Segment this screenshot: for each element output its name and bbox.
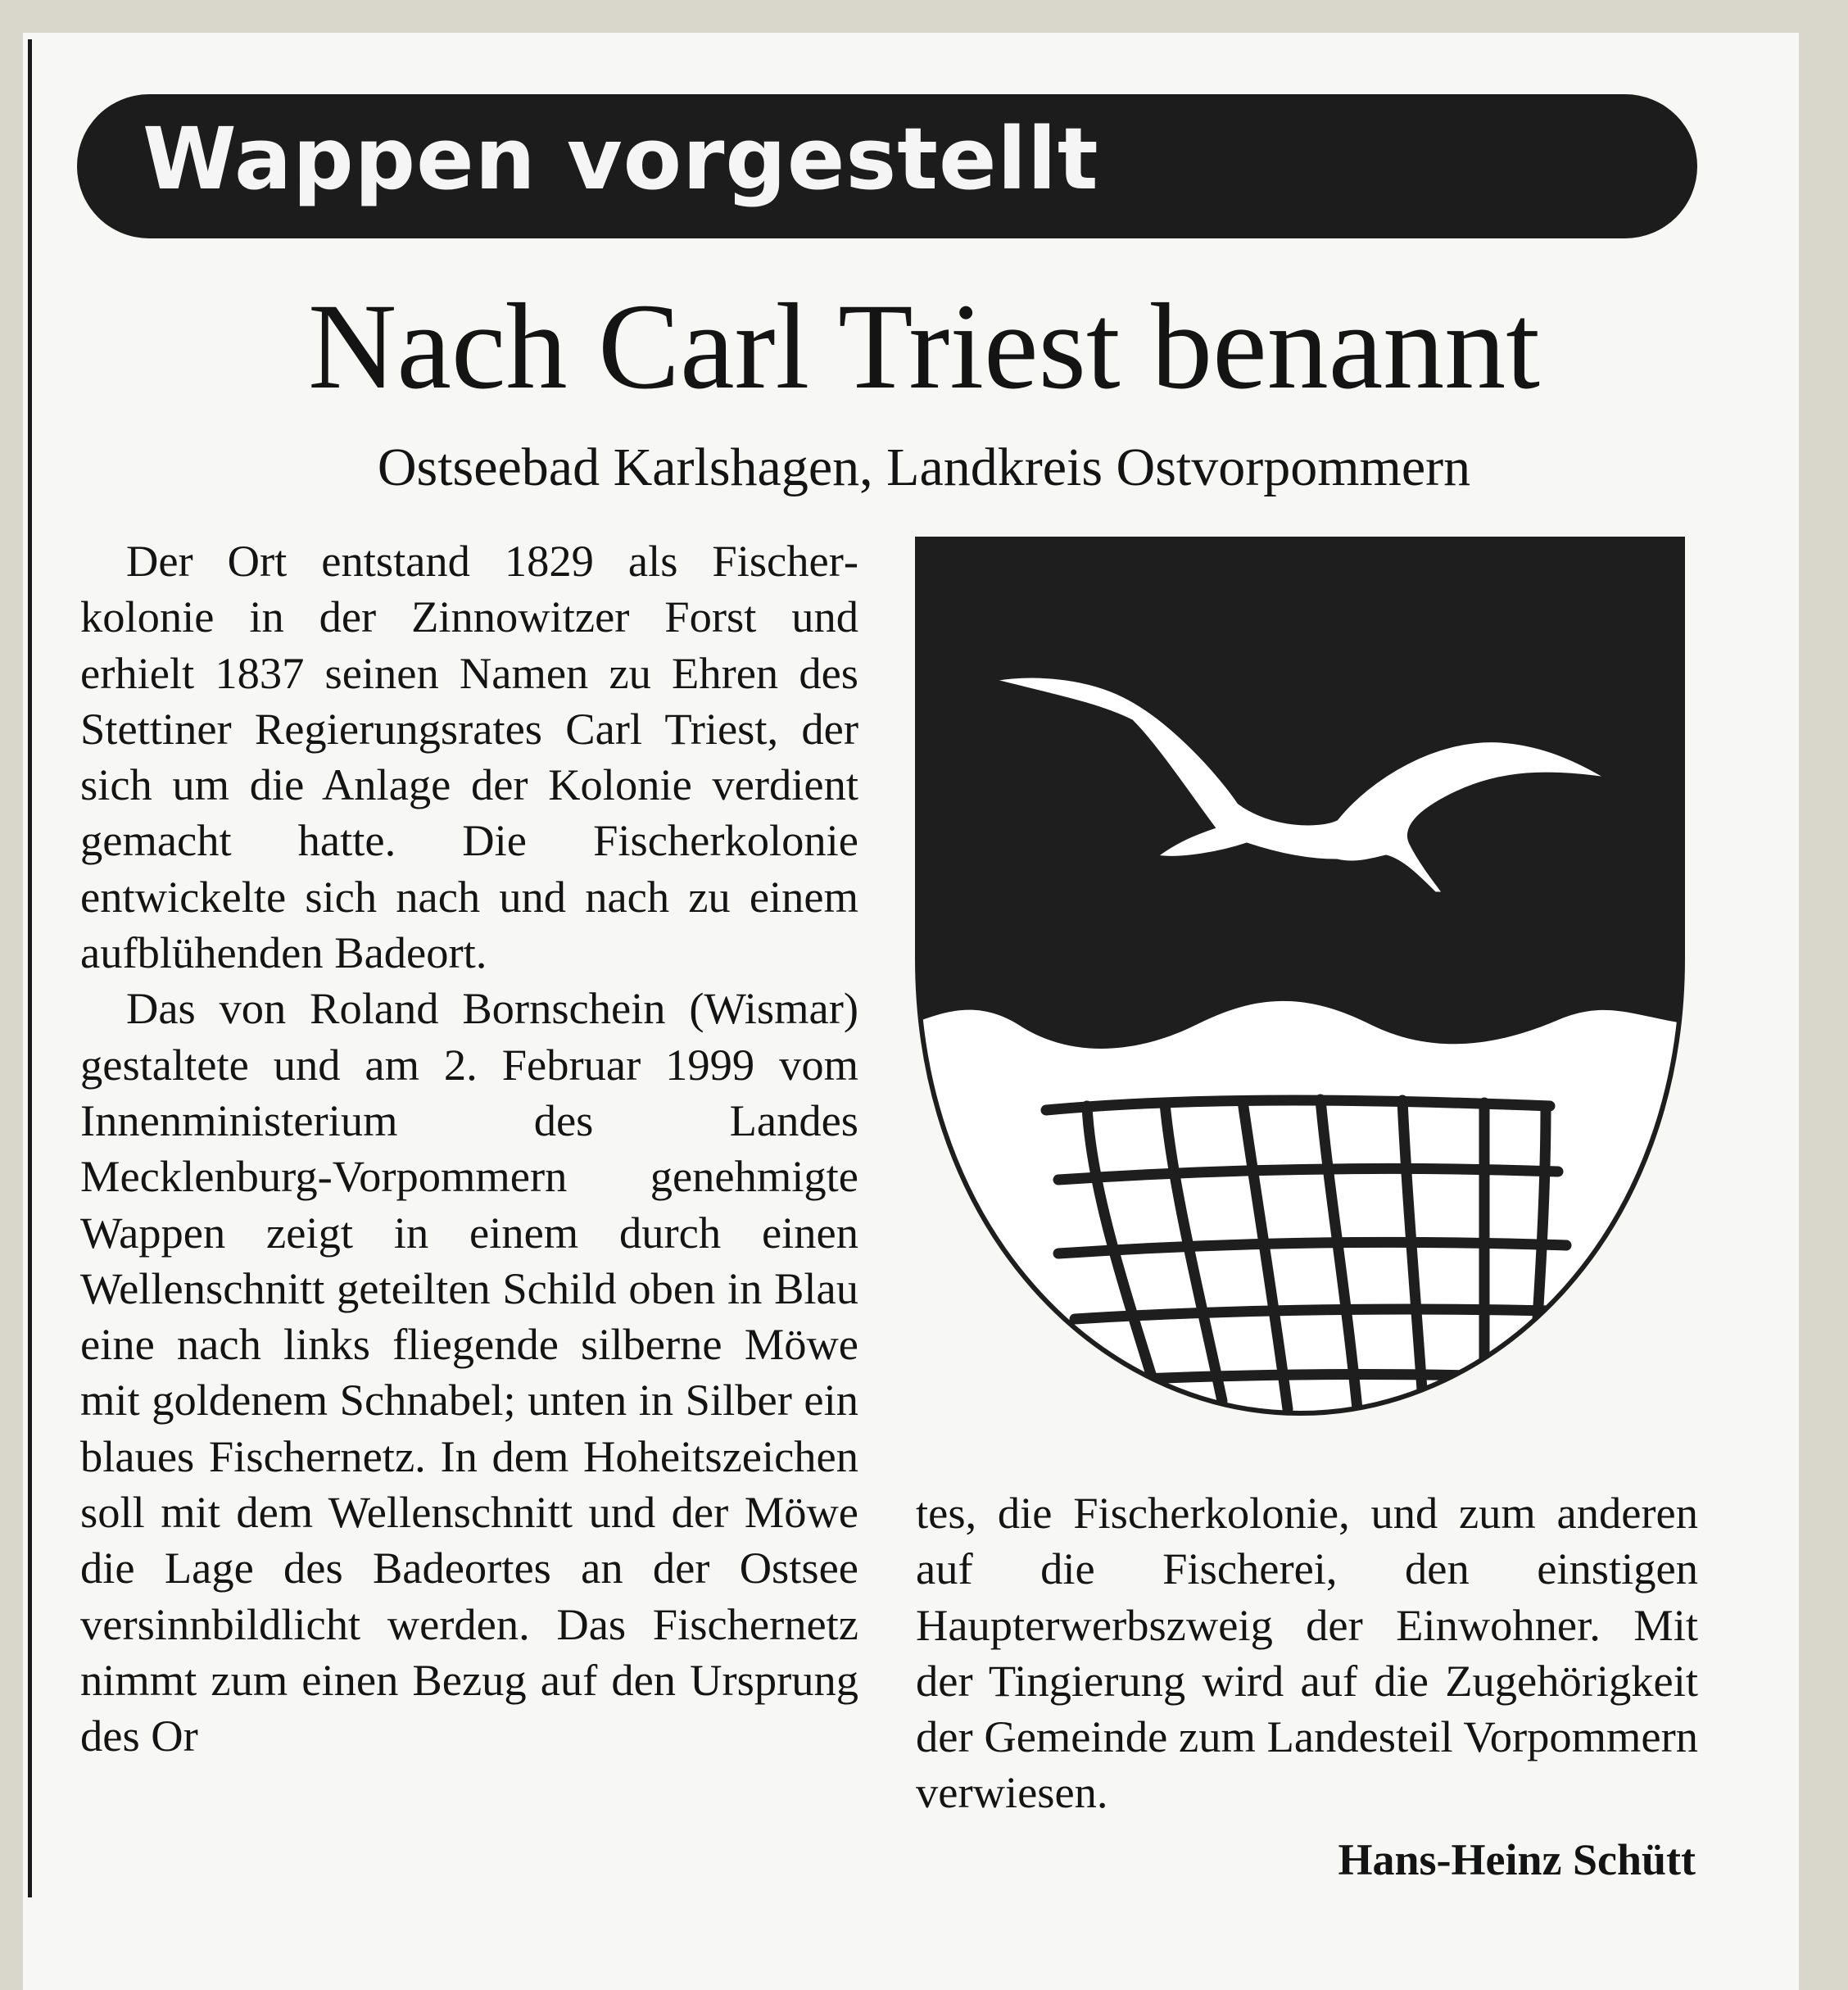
- article-paragraph-2: Das von Roland Bornschein (Wismar) gestaltete und am 2. Februar 1999 vom Innenministerium des Landes Mecklenburg-Vorpommern genehmigte Wappen zeigt in einem durch einen Wellenschnitt geteilten Schild oben in Blau eine nach links fliegende silberne Möwe mit goldenem Schnabel; unten in Silber ein blaues Fischernetz. In dem Hoheitszeichen soll mit dem Wellenschnitt und der Möwe die Lage des Badeortes an der Ostsee versinnbildlicht werden. Das Fischernetz nimmt zum einen Bezug auf den Ursprung des Or: [80, 983, 858, 1761]
- section-banner: [77, 94, 1697, 238]
- section-banner-label: Wappen vorgestellt: [143, 109, 1099, 209]
- article-paragraph-1: Der Ort entstand 1829 als Fischerkolonie in der Zinnowitzer Forst und erhielt 1837 seinen Namen zu Ehren des Stettiner Regierungsrates Carl Triest, der sich um die Anlage der Kolonie verdient gemacht hatte. Die Fischerkolonie entwickelte sich nach und nach zu einem aufblühenden Badeort.: [80, 536, 858, 978]
- coat-of-arms-image: [911, 533, 1689, 1426]
- article-column-2: [916, 1485, 1698, 1821]
- article-column-1: [80, 533, 858, 1765]
- headline: Nach Carl Triest benannt: [308, 279, 1540, 415]
- article-paragraph-3: tes, die Fischerkolonie, und zum anderen auf die Fischerei, den einstigen Haupterwerbszweig der Einwohner. Mit der Tingierung wird auf die Zugehörigkeit der Gemeinde zum Landesteil Vorpommern verwiesen.: [916, 1488, 1698, 1818]
- shield-upper-field: [911, 533, 1689, 1049]
- subheadline: Ostseebad Karlshagen, Landkreis Ostvorpommern: [377, 437, 1471, 497]
- author-byline: Hans-Heinz Schütt: [1338, 1835, 1696, 1884]
